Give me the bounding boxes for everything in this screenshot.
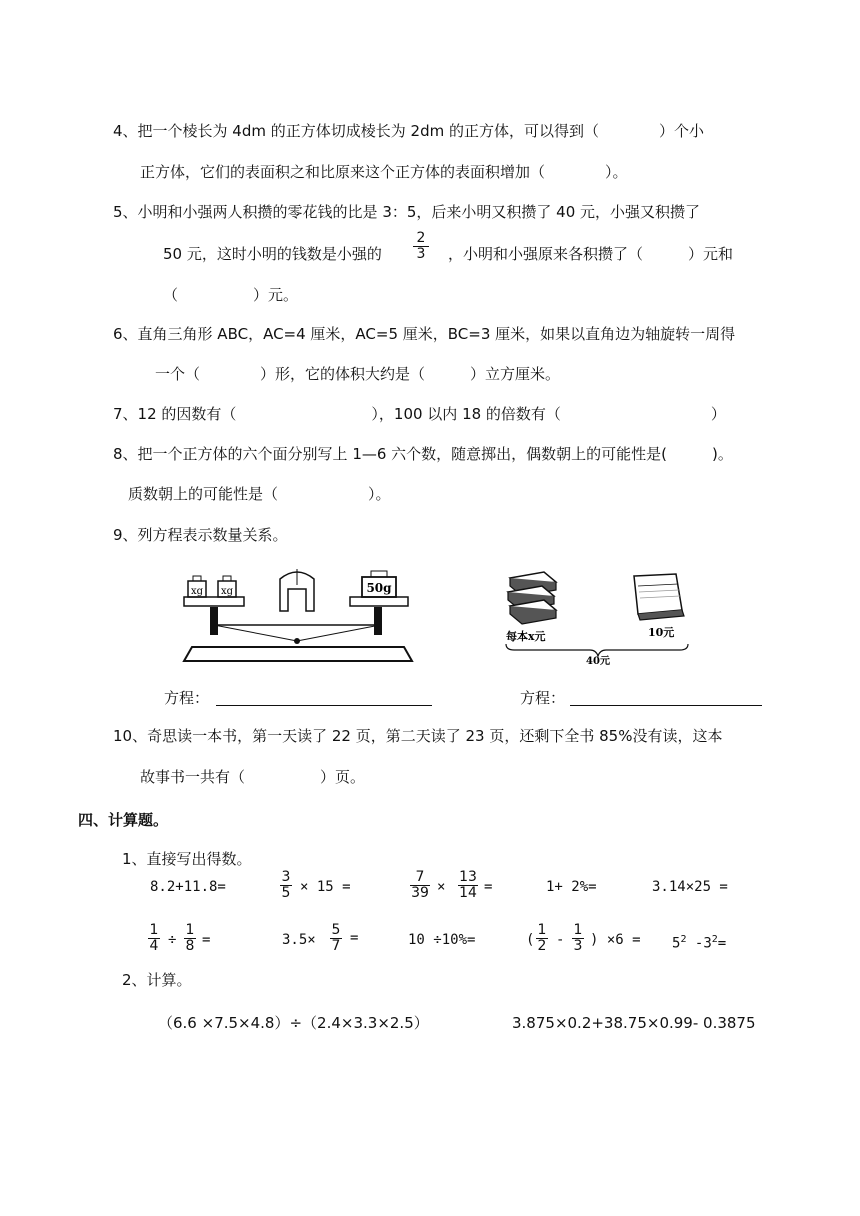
expr-7-a: 3.5×: [282, 932, 316, 948]
scale-lever-right: [297, 625, 380, 641]
expr-10-exp2: 2: [711, 934, 718, 945]
q9-line1: 9、列方程表示数量关系。: [113, 526, 288, 544]
weight-right-label: 50g: [366, 581, 392, 595]
expr-6-op: ÷: [168, 932, 177, 948]
q5-frac-num: 2: [416, 230, 426, 246]
q5-frac-den: 3: [416, 246, 426, 262]
expr-9-den2: 3: [573, 938, 583, 954]
single-book-price: 10元: [648, 626, 675, 639]
equation-answer-line-1[interactable]: [216, 705, 432, 706]
expr-2-rest: × 15 =: [300, 879, 351, 895]
scale-right-pan: [350, 597, 408, 606]
scale-right-post: [374, 607, 382, 635]
expr-10-base2: -3: [686, 935, 712, 952]
expr-7-den: 7: [331, 938, 341, 954]
expr-7-fraction: [330, 923, 342, 954]
expr-9-minus: -: [556, 932, 565, 948]
scale-lever-left: [214, 625, 297, 641]
q10-line1: 10、奇思读一本书，第一天读了 22 页，第二天读了 23 页，还剩下全书 85%没有读，这本: [113, 727, 723, 745]
scale-pivot: [294, 638, 300, 644]
expr-6-fraction-2: [184, 923, 196, 954]
expr-10-exp1: 2: [680, 934, 687, 945]
book-stack-icon: [508, 572, 556, 624]
q4-line2: 正方体，它们的表面积之和比原来这个正方体的表面积增加（ ）。: [140, 163, 628, 181]
q5-line1: 5、小明和小强两人积攒的零花钱的比是 3：5，后来小明又积攒了 40 元，小强又积攒了: [113, 203, 701, 221]
q7-line1: 7、12 的因数有（ ），100 以内 18 的倍数有（ ）: [113, 405, 726, 423]
expr-6-den2: 8: [185, 938, 195, 954]
expr-9-den1: 2: [537, 938, 547, 954]
expr-9-close: ) ×6 =: [590, 932, 641, 948]
balance-scale-figure: [180, 565, 416, 665]
expr-6-den1: 4: [149, 938, 159, 954]
q10-line2: 故事书一共有（ ）页。: [140, 768, 366, 786]
expr-2-fraction: [280, 870, 292, 901]
single-book-icon: [634, 574, 684, 620]
expr-10-eq: =: [717, 935, 727, 952]
expr-8: 10 ÷10%=: [408, 932, 476, 948]
scale-left-pan: [184, 597, 244, 606]
expr-6-fraction-1: [148, 923, 160, 954]
books-figure: [500, 566, 695, 666]
expr-2-den: 5: [281, 885, 291, 901]
expr-2-num: 3: [281, 869, 291, 885]
expr-3-op: ×: [437, 879, 446, 895]
weight-right-knob: [371, 571, 387, 577]
q8-line1: 8、把一个正方体的六个面分别写上 1—6 六个数，随意掷出，偶数朝上的可能性是( )。: [113, 445, 733, 463]
expr-3-fraction-1: [410, 870, 430, 901]
section-4-title: 四、计算题。: [78, 811, 169, 829]
expr-9-open: (: [526, 932, 535, 948]
q6-line1: 6、直角三角形 ABC，AC=4 厘米，AC=5 厘米，BC=3 厘米，如果以直角边为轴旋转一周得: [113, 325, 736, 343]
q6-line2: 一个（ ）形，它的体积大约是（ ）立方厘米。: [155, 365, 561, 383]
q8-line2: 质数朝上的可能性是（ ）。: [128, 485, 391, 503]
q5-line3: （ ）元。: [163, 286, 299, 304]
expr-1: 8.2+11.8=: [150, 879, 226, 895]
equation-label-2: 方程：: [520, 689, 566, 707]
expr-3-den2: 14: [459, 885, 477, 901]
scale-base: [184, 647, 412, 661]
expr-6-eq: =: [202, 932, 211, 948]
expr-9-num1: 1: [537, 922, 547, 938]
expr-4: 1+ 2%=: [546, 879, 597, 895]
expr-9-fraction-2: [572, 923, 584, 954]
calc-expr-1: （6.6 ×7.5×4.8）÷（2.4×3.3×2.5）: [158, 1014, 429, 1032]
weight-left-1-label: xg: [190, 586, 204, 597]
expr-3-fraction-2: [458, 870, 478, 901]
q4-line1: 4、把一个棱长为 4dm 的正方体切成棱长为 2dm 的正方体，可以得到（ ）个小: [113, 122, 704, 140]
expr-3-num2: 13: [459, 869, 477, 885]
equation-answer-line-2[interactable]: [570, 705, 762, 706]
total-brace: [506, 644, 688, 656]
calc-sub2: 2、计算。: [122, 971, 192, 989]
expr-6-num1: 1: [149, 922, 159, 938]
expr-9-num2: 1: [573, 922, 583, 938]
scale-left-post: [210, 607, 218, 635]
calc-sub1: 1、直接写出得数。: [122, 850, 252, 868]
q5-line2a: 50 元，这时小明的钱数是小强的: [163, 245, 382, 263]
weight-left-2-label: xg: [220, 586, 234, 597]
q5-fraction: [413, 231, 429, 262]
expr-3-den1: 39: [411, 885, 429, 901]
total-price: 40元: [586, 656, 610, 666]
expr-6-num2: 1: [185, 922, 195, 938]
calc-expr-2: 3.875×0.2+38.75×0.99- 0.3875: [512, 1014, 756, 1032]
expr-7-num: 5: [331, 922, 341, 938]
expr-10-base1: 5: [672, 935, 681, 952]
expr-10: [672, 931, 726, 953]
expr-5: 3.14×25 =: [652, 879, 728, 895]
q5-line2b: ，小明和小强原来各积攒了（ ）元和: [448, 245, 734, 263]
expr-3-eq: =: [484, 879, 493, 895]
books-price-label: 每本x元: [506, 630, 546, 643]
expr-7-eq: =: [350, 930, 359, 946]
expr-3-num1: 7: [415, 869, 425, 885]
expr-9-fraction-1: [536, 923, 548, 954]
equation-label-1: 方程：: [164, 689, 210, 707]
